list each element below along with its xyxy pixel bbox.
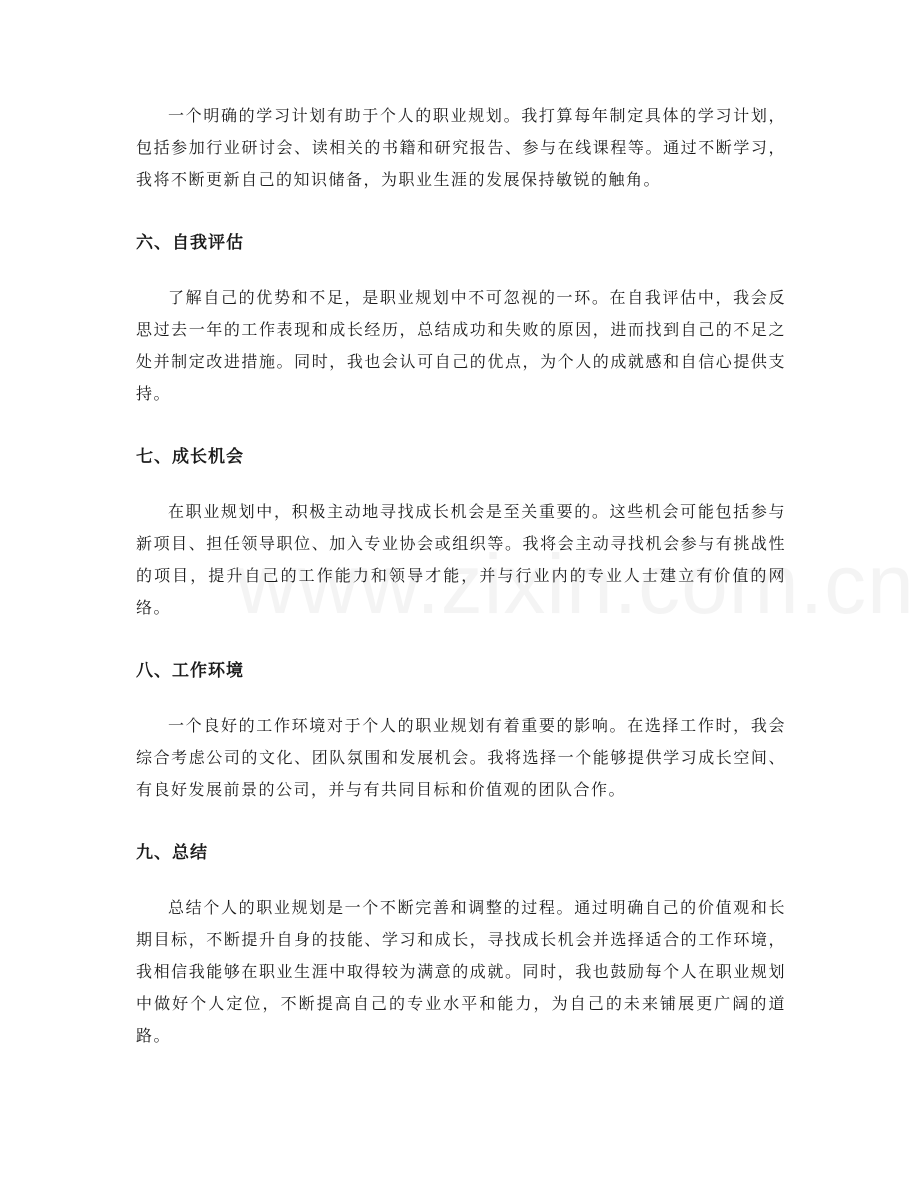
heading-summary: 九、总结 bbox=[136, 843, 208, 863]
heading-self-assessment: 六、自我评估 bbox=[136, 233, 244, 253]
heading-growth-opportunities: 七、成长机会 bbox=[136, 447, 244, 467]
heading-work-environment: 八、工作环境 bbox=[136, 661, 244, 681]
paragraph-growth-opportunities: 在职业规划中，积极主动地寻找成长机会是至关重要的。这些机会可能包括参与新项目、担任领导职位、加入专业协会或组织等。我将会主动寻找机会参与有挑战性的项目，提升自己的工作能力和领导才能，并与行业内的专业人士建立有价值的网络。 bbox=[136, 502, 786, 617]
document-body bbox=[136, 100, 786, 1052]
paragraph-work-environment: 一个良好的工作环境对于个人的职业规划有着重要的影响。在选择工作时，我会综合考虑公司的文化、团队氛围和发展机会。我将选择一个能够提供学习成长空间、有良好发展前景的公司，并与有共同目标和价值观的团队合作。 bbox=[136, 716, 786, 799]
paragraph-self-assessment: 了解自己的优势和不足，是职业规划中不可忽视的一环。在自我评估中，我会反思过去一年的工作表现和成长经历，总结成功和失败的原因，进而找到自己的不足之处并制定改进措施。同时，我也会认可自己的优点，为个人的成就感和自信心提供支持。 bbox=[136, 288, 786, 403]
paragraph-summary: 总结个人的职业规划是一个不断完善和调整的过程。通过明确自己的价值观和长期目标，不断提升自身的技能、学习和成长，寻找成长机会并选择适合的工作环境，我相信我能够在职业生涯中取得较为满意的成就。同时，我也鼓励每个人在职业规划中做好个人定位，不断提高自己的专业水平和能力，为自己的未来铺展更广阔的道路。 bbox=[136, 898, 786, 1045]
paragraph-learning-plan: 一个明确的学习计划有助于个人的职业规划。我打算每年制定具体的学习计划，包括参加行业研讨会、读相关的书籍和研究报告、参与在线课程等。通过不断学习，我将不断更新自己的知识储备，为职业生涯的发展保持敏锐的触角。 bbox=[136, 106, 786, 189]
